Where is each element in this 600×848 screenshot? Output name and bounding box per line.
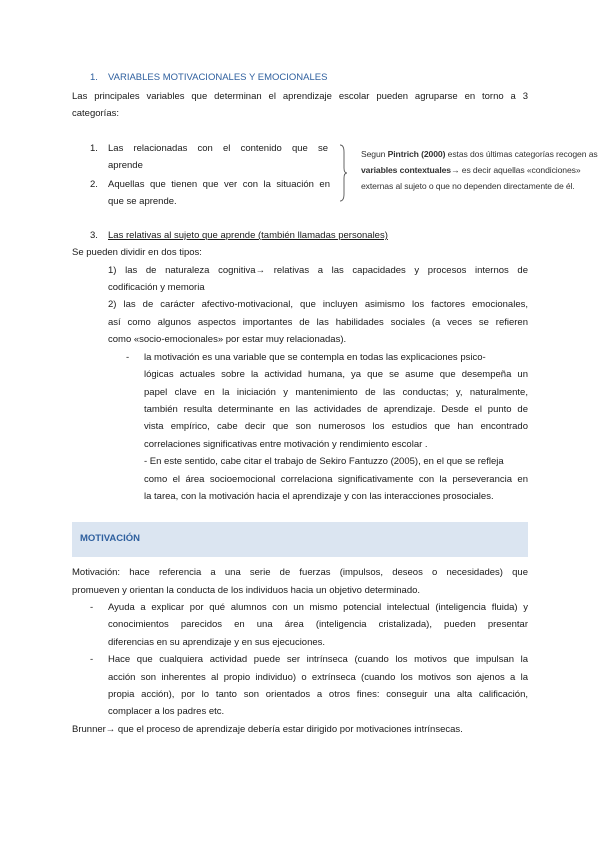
closing-line: Brunner→ que el proceso de aprendizaje debería estar dirigido por motivaciones intrínsecas.: [72, 724, 463, 735]
bullet-line: diferencias en su aprendizaje y en sus ejecuciones.: [108, 637, 326, 648]
bullet-line: complacer a los padres etc.: [108, 706, 225, 717]
bullet-line: acción son inherentes al propio individuo) o extrínseca (cuando los motivos son ajenos a la: [108, 672, 528, 683]
bullet-line: correlaciones significativas entre motivación y rendimiento escolar .: [144, 439, 428, 450]
bullet-dash: -: [126, 352, 130, 363]
list-item-text: Aquellas que tienen que ver con la situación en: [108, 179, 330, 190]
type-line: así como algunos aspectos importantes de las habilidades sociales (a veces se refieren: [108, 317, 528, 328]
list-number: 1.: [90, 143, 98, 154]
bullet-line: Ayuda a explicar por qué alumnos con un mismo potencial intelectual (inteligencia fluida) y: [108, 602, 528, 613]
intro-line: Las principales variables que determinan el aprendizaje escolar pueden agruparse en torno a 3: [72, 91, 528, 102]
bullet-line: Hace que cualquiera actividad puede ser intrínseca (cuando los motivos que impulsan la: [108, 654, 528, 665]
list-item-text: que se aprende.: [108, 196, 177, 207]
list-item-text: Las relacionadas con el contenido que se: [108, 143, 328, 154]
list-item-underlined: Las relativas al sujeto que aprende (también llamadas personales): [108, 230, 388, 241]
sidenote-line: variables contextuales→ es decir aquellas «condiciones»: [361, 165, 581, 175]
bullet-line: vista empírico, cabe decir que son numerosos los estudios que han encontrado: [144, 421, 528, 432]
section2-title: MOTIVACIÓN: [80, 533, 140, 544]
section-title: VARIABLES MOTIVACIONALES Y EMOCIONALES: [108, 72, 328, 83]
sidenote-line: externas al sujeto o que no dependen directamente de él.: [361, 181, 575, 191]
type-line: como «socio-emocionales» por estar muy relacionadas).: [108, 334, 347, 345]
bullet-line: la motivación es una variable que se contempla en todas las explicaciones psico-: [144, 352, 486, 363]
bullet-line: como el área socioemocional correlaciona significativamente con la perseverancia en: [144, 474, 528, 485]
bullet-line: propia acción), por lo tanto son orientados a otros fines: conseguir una alta calificación,: [108, 689, 528, 700]
definition-line: Motivación: hace referencia a una serie de fuerzas (impulsos, deseos o necesidades) que: [72, 567, 528, 578]
list-number: 3.: [90, 230, 98, 241]
bullet-line: la tarea, con la motivación hacia el aprendizaje y con las interacciones prosociales.: [144, 491, 494, 502]
bullet-line: también resulta determinante en las actividades de aprendizaje. Desde el punto de: [144, 404, 528, 415]
bullet-line: - En este sentido, cabe citar el trabajo de Sekiro Fantuzzo (2005), en el que se refleja: [144, 456, 504, 467]
intro-line: categorías:: [72, 108, 119, 119]
paragraph: Se pueden dividir en dos tipos:: [72, 247, 202, 258]
sidenote-line: Segun Pintrich (2000) estas dos últimas categorías recogen as: [361, 149, 598, 159]
section-number: 1.: [90, 72, 98, 83]
curly-brace-icon: [338, 144, 348, 202]
bullet-line: lógicas actuales sobre la actividad humana, ya que se asume que desempeña un: [144, 369, 528, 380]
list-number: 2.: [90, 179, 98, 190]
bullet-line: conocimientos parecidos en una área (inteligencia cristalizada), pueden presentar: [108, 619, 528, 630]
type-line: 1) las de naturaleza cognitiva→ relativas a las capacidades y procesos internos de: [108, 265, 528, 276]
list-item-text: aprende: [108, 160, 143, 171]
bullet-line: papel clave en la iniciación y mantenimiento de las conductas; y, naturalmente,: [144, 387, 528, 398]
section-band: [72, 522, 528, 557]
definition-line: promueven y orientan la conducta de los individuos hacia un objetivo determinado.: [72, 585, 421, 596]
bullet-dash: -: [90, 602, 94, 613]
bullet-dash: -: [90, 654, 94, 665]
type-line: 2) las de carácter afectivo-motivacional, que incluyen asimismo los factores emocionales,: [108, 299, 528, 310]
type-line: codificación y memoria: [108, 282, 205, 293]
